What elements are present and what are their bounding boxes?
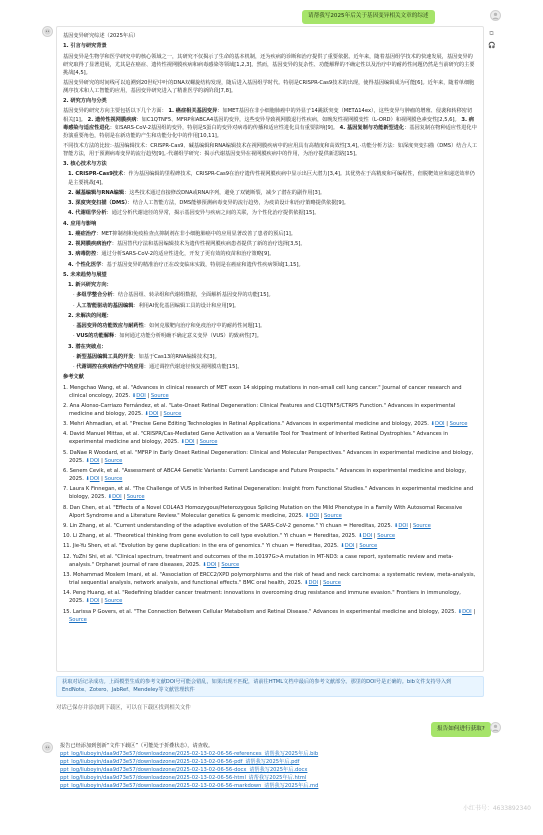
section-heading: 5. 未来趋势与展望 [63,271,107,278]
assistant-avatar-icon [42,742,53,753]
item-text: ：如SARS-CoV-2基因组的变异，特别是S蛋白的变异对病毒的传播和适应性进化具有重要影响[9]。 [109,124,339,131]
item-text: ：如基于Cas13的RNA编辑技术[3]。 [133,353,220,360]
download-file-link[interactable]: ppt_log/liuboyin/daa9d73e57/downloadzone/2025-02-13-02-06-56-references_请帮我写2025年后.bib [60,751,319,758]
source-link[interactable]: Source [221,561,240,568]
source-link[interactable]: Source [104,457,123,464]
source-link[interactable]: Source [69,616,87,623]
item-text: ：通过分析代谢途径的异常，揭示基因变异与疾病之间的关联，为个性化治疗提供依据[15]。 [106,210,320,217]
download-file-item [60,750,484,758]
item-text: ：如C1QTNF5、MFRP和ABCA4基因的变异，这些变异导致视网膜退行性疾病，如晚发性视网膜变性（L-ORD）和视网膜色素变性[2,5,6]。 [136,116,460,123]
download-icon: ⬇ [304,580,309,587]
download-icon: ⬇ [358,533,363,540]
reference-text: 10. Li Zhang, et al. "Theoretical thinking from gene evolution to cell type evolution." Yi chuan = Hereditas, 2025. [63,533,357,540]
item-head: 人工智能驱动的基因编辑 [76,302,134,309]
source-link[interactable]: Source [104,598,123,605]
source-link[interactable]: Source [323,512,342,519]
download-icon: ⬇ [340,543,345,550]
notice-text: 获取对话记录成功。上面模型生成的参考文献DOI号可能会错乱，如果出现不匹配，请前往HTML文档中最后的参考文献部分。那里的DOI号是正确的。bib文件支持导入到EndNote、Zotero、JabRef、Mendeley等文献管理软件 [62,679,452,693]
assistant-message-card [56,26,484,672]
download-file-item [60,774,484,782]
paragraph: 基因变异是生物学和医学研究中的核心领域之一，其研究不仅揭示了生命的基本机制，还为疾病的诊断和治疗提供了重要依据。近年来，随着基因组学技术的快速发展，基因变异的研究取得了显著进展，尤其是在癌症、遗传性视网膜疾病和病毒感染等领域[1,2,3]。然而，基因变异的复杂性、功能解释的不确定性以及治疗中的耐药性问题仍然是当前研究的主要挑战[4,5]。 [63,53,475,76]
item-text: ：这些技术通过直接修改DNA或RNA序列，避免了双链断裂，减少了潜在的副作用[3]。 [124,189,326,196]
download-file-link[interactable]: ppt_log/liuboyin/daa9d73e57/downloadzone/2025-02-13-02-06-56-html_请帮我写2025年后.html [60,775,307,782]
source-link[interactable]: Source [163,410,182,417]
doi-link[interactable]: DOI [148,410,159,417]
download-icon: ⬇ [131,392,137,399]
assistant-final-message [60,742,484,832]
reference-text: 1. Mengchao Wang, et al. "Advances in clinical research of MET exon 14 skipping mutations in non-small cell lung cancer." Journal of cancer research and clinical oncology, 2025. [63,384,462,399]
reference-text: 13. Mohammad Moslem Imani, et al. "Association of ERCC2/XPD polymorphisms and the risk of head and neck carcinoma: a systematic review, meta-analysis, trial sequential analysis, network analysis, and functional effects." BMC oral health, 2025. [63,572,476,587]
source-link[interactable]: Source [199,439,218,446]
item-text: ：基因复制在物种适应性进化中扮演重要角色，特别是在新功能的产生和功能分化中的作用[10,11]。 [63,124,477,139]
item-text: ：如MET基因在非小细胞肺癌中的外显子14跳跃突变（METΔ14ex），这些变异与肿瘤的增殖、侵袭和转移密切相关[1]。 [63,108,473,123]
item-head: VUS的功能解释 [76,333,115,340]
section-heading: 1. 引言与研究背景 [63,43,107,50]
download-icon: ⬇ [85,476,90,483]
doi-link[interactable]: DOI [184,439,195,446]
download-icon: ⬇ [180,439,185,446]
item-text: ：基因替代疗法和基因编辑技术为遗传性视网膜疾病患者提供了新的治疗选择[3,5]。 [111,241,306,247]
item-text: ：利用AI优化基因编辑工具的设计和应用[9]。 [133,302,240,309]
list-item [63,250,477,258]
reference-text: 3. Mehri Ahmadian, et al. "Precise Gene Editing Technologies in Retinal Applications." Advances in experimental medicine and biology, 2025. [63,421,429,428]
reference-item: 9. Lin Zhang, et al. "Current understanding of the adaptive evolution of the SARS-CoV-2 genome." Yi chuan = Hereditas, 2025. ⬇DOI | Source [63,522,431,529]
doi-link[interactable]: DOI [462,608,472,615]
user-avatar-icon [490,10,501,21]
reference-item: 14. Peng Huang, et al. "Redefining bladder cancer treatment: innovations in overcoming drug resistance and immune evasion." Frontiers in immunology, 2025. ⬇DOI | Source [63,590,461,605]
watermark-text: 小红书号：4633892340 [462,804,531,812]
doi-link[interactable]: DOI [398,522,408,529]
source-link[interactable]: Source [377,533,396,540]
list-item: · 多组学整合分析：结合基因组、转录组和代谢组数据，全面解析基因变异的功能[15]。 [73,292,274,299]
doi-link[interactable]: DOI [309,512,319,519]
item-text: ：结合基因组、转录组和代谢组数据，全面解析基因变异的功能[15]。 [112,292,274,299]
doi-link[interactable]: DOI [89,476,100,483]
reference-item: 2. Ana Alonso-Carriazo Fernández, et al. "Late-Onset Retinal Degeneration: Clinical Features and C1QTNF5/CTRP5 Function." Advances in experimental medicine and biology, 2025. ⬇DOI | Source [63,402,456,417]
reference-text: 9. Lin Zhang, et al. "Current understanding of the adaptive evolution of the SARS-CoV-2 genome." Yi chuan = Hereditas, 2025. [63,522,393,529]
user-message-text: 报告如何进行获取? [437,726,485,732]
reference-item: 10. Li Zhang, et al. "Theoretical thinking from gene evolution to cell type evolution." Yi chuan = Hereditas, 2025. ⬇DOI | Source [63,533,396,540]
reference-item: 8. Dan Chen, et al. "Effects of a Novel COL4A3 Homozygous/Heterozygous Splicing Mutation on the Mild Phenotype in a Family With Autosomal Recessive Alport Syndrome and a Literature Review." Molecular genetics & genomic medicine, 2025. ⬇DOI | Source [63,504,463,519]
reference-item: 11. Jie-Yu Shen, et al. "Evolution by gene duplication: in the era of genomics." Yi chuan = Hereditas, 2025. ⬇DOI | Source [63,543,378,550]
sub-heading: 1. 新兴研究方向： [68,282,112,288]
reference-text: 11. Jie-Yu Shen, et al. "Evolution by gene duplication: in the era of genomics." Yi chuan = Hereditas, 2025. [63,543,339,550]
download-icon: ⬇ [107,494,113,501]
item-head: 新型基因编辑工具的开发 [76,353,134,360]
doi-link[interactable]: DOI [206,561,217,568]
sub-heading: 2. 未解决的问题： [68,312,112,319]
reference-item: 6. Senem Cevik, et al. "Assessment of ABCA4 Genetic Variants: Current Landscape and Future Prospects." Advances in experimental medicine and biology, 2025. ⬇DOI | Source [63,468,467,483]
download-file-item [60,782,484,790]
download-icon: ⬇ [202,561,207,568]
download-file-link[interactable]: ppt_log/liuboyin/daa9d73e57/downloadzone/2025-02-13-02-06-56-markdown_请帮我写2025年后.md [60,783,319,790]
item-head: 2. 碱基编辑与RNA编辑 [68,189,125,196]
saved-status-text: 对话已保存并添加到下载区，可以在下载区找到相关文件 [56,705,191,711]
item-head: 代谢调控在疾病治疗中的应用 [76,364,144,370]
reference-item: 4. David Manuel Mittas, et al. "CRISPR/Cas-Mediated Gene Activation as a Versatile Tool for Treatment of Inherited Retinal Dystrophies." Advances in experimental medicine and biology, 2025. ⬇DOI | Source [63,431,448,446]
references-list [63,384,477,624]
reference-text: 4. David Manuel Mittas, et al. "CRISPR/Cas-Mediated Gene Activation as a Versatile Tool for Treatment of Inherited Retinal Dystrophies." Advances in experimental medicine and biology, 2025. [63,431,448,446]
notice-banner [56,676,484,697]
item-head: 3. 病毒防控 [68,251,97,258]
doi-link[interactable]: DOI [434,421,445,428]
reference-text: 6. Senem Cevik, et al. "Assessment of ABCA4 Genetic Variants: Current Landscape and Future Prospects." Advances in experimental medicine and biology, 2025. [63,468,467,483]
download-icon: ⬇ [393,522,399,529]
item-head: 4. 个性化医学 [68,261,102,268]
item-text: ：如何通过功能分析明确不确定意义变异（VUS）的致病性[7]。 [114,333,262,340]
source-link[interactable]: Source [104,476,123,483]
reference-text: 12. YuZhi Shi, et al. "Clinical spectrum, treatment and outcomes of the m.10197G>A mutation in MT-ND3: a case report, systematic review and meta-analysis." Orphanet journal of rare diseases, 2025. [63,553,454,568]
list-item [63,240,477,248]
item-text: ：基于基因变异的精准治疗正在改变临床实践，特别是在癌症和遗传性疾病领域[1,15]。 [101,261,304,268]
doi-link[interactable]: DOI [112,494,122,501]
source-link[interactable]: Source [359,543,378,550]
reference-item: 15. Larissa P Govers, et al. "The Connection Between Cellular Metabolism and Retinal Disease." Advances in experimental medicine and biology, 2025. ⬇DOI | Source [63,608,476,623]
doi-link[interactable]: DOI [344,543,355,550]
item-text: ：如何克服靶向治疗和免疫治疗中的耐药性问题[1]。 [143,323,266,329]
list-item: · 代谢调控在疾病治疗中的应用：通过调控代谢途径恢复视网膜功能[15]。 [73,364,243,370]
user-avatar-icon [490,722,501,733]
item-head: 2. 视网膜疾病治疗 [68,241,112,247]
reference-item: 12. YuZhi Shi, et al. "Clinical spectrum, treatment and outcomes of the m.10197G>A mutation in MT-ND3: a case report, systematic review and meta-analysis." Orphanet journal of rare diseases, 2025. ⬇DOI | Source [63,553,454,568]
item-text: ：作为基因编辑的里程碑技术，CRISPR-Cas9在治疗遗传性视网膜疾病中显示出巨大潜力[3,4]。其优势在于高精度和可编程性，但脱靶效应和递送效率仍是主要挑战[4]。 [68,171,475,186]
list-item [63,261,477,269]
item-head: 1. CRISPR-Cas9技术 [68,171,124,178]
item-text: ：通过分析SARS-CoV-2的适应性进化，开发了更有效的疫苗和治疗策略[9]。 [96,251,275,258]
section-heading: 3. 核心技术与方法 [63,161,107,168]
item-head: 2. 遗传性视网膜疾病 [87,116,137,123]
item-head: 3. 病毒感染与适应性进化 [63,116,474,131]
copy-icon[interactable]: ⧉ [489,30,494,37]
item-text: ：MET抑制剂和免疫检查点抑制剂在非小细胞肺癌中的应用显著改善了患者的预后[1]。 [96,230,296,237]
references-heading: 参考文献 [63,374,84,381]
source-link[interactable]: Source [449,421,468,428]
download-icon: ⬇ [85,457,90,464]
reference-item: 5. DaNae R Woodard, et al. "MFRP in Early Onset Retinal Degeneration: Clinical and Molecular Perspectives." Advances in experimental medicine and biology, 2025. ⬇DOI | Source [63,449,474,464]
reference-item: 7. Laura K Finnegan, et al. "The Challenge of VUS in Inherited Retinal Degeneration: Insight from Functional Studies." Advances in experimental medicine and biology, 2025. ⬇DOI | Source [63,486,474,501]
user-message-bubble [431,722,491,737]
reference-text: 14. Peng Huang, et al. "Redefining bladder cancer treatment: innovations in overcoming drug resistance and immune evasion." Frontiers in immunology, 2025. [63,590,461,605]
reference-text: 2. Ana Alonso-Carriazo Fernández, et al. "Late-Onset Retinal Degeneration: Clinical Features and C1QTNF5/CTRP5 Function." Advances in experimental medicine and biology, 2025. [63,402,456,417]
item-text: ：通过调控代谢途径恢复视网膜功能[15]。 [143,364,243,370]
item-head: 1. 癌症相关基因变异 [168,108,218,115]
paragraph-intro: 基因变异的研究方向主要包括以下几个方面： [63,108,167,115]
reference-text: 8. Dan Chen, et al. "Effects of a Novel COL4A3 Homozygous/Heterozygous Splicing Mutation on the Mild Phenotype in a Family With Autosomal Recessive Alport Syndrome and a Literature Review." Molecular genetics & genomic medicine, 2025. [63,504,463,519]
download-file-link[interactable]: ppt_log/liuboyin/daa9d73e57/downloadzone/2025-02-13-02-06-56-pdf_请帮我写2025年后.pdf [60,759,300,766]
source-link[interactable]: Source [150,392,169,399]
download-file-link[interactable]: ppt_log/liuboyin/daa9d73e57/downloadzone/2025-02-13-02-06-56-docx_请帮我写2025年后.docx [60,767,308,774]
user-message-bubble [302,10,435,24]
list-item: · VUS的功能解释：如何通过功能分析明确不确定意义变异（VUS）的致病性[7]。 [73,333,262,340]
doi-link[interactable]: DOI [89,457,100,464]
item-head: 基因变异的功能效应与耐药性 [76,323,144,329]
reference-item: 3. Mehri Ahmadian, et al. "Precise Gene Editing Technologies in Retinal Applications." Advances in experimental medicine and biology, 2025. ⬇DOI | Source [63,421,468,428]
list-item: · 人工智能驱动的基因编辑：利用AI优化基因编辑工具的设计和应用[9]。 [73,302,240,309]
list-item [63,170,477,186]
list-item [63,209,477,217]
list-item [63,189,477,197]
reference-item: 1. Mengchao Wang, et al. "Advances in clinical research of MET exon 14 skipping mutations in non-small cell lung cancer." Journal of cancer research and clinical oncology, 2025. ⬇DOI | Source [63,384,462,399]
final-intro: 报告已经添加到创新“文件下载区”（可能处于折叠状态），请查收。 [60,743,214,749]
download-icon: ⬇ [304,512,310,519]
download-file-list [60,750,484,790]
paragraph: 不同技术方法的比较：·基因编辑技术：CRISPR-Cas9、碱基编辑和RNA编辑技术在视网膜疾病中的应用具有高精度和高效性[3,4]。·功能分析方法：如深度突变扫描（DMS）结合人工智能方法，用于预测病毒变异的流行趋势[9]。·代谢组学研究：揭示代谢基因变异在视网膜疾病中的作用，为治疗提供新思路[15]。 [63,142,478,157]
reference-text: 15. Larissa P Govers, et al. "The Connection Between Cellular Metabolism and Retinal Disease." Advances in experimental medicine and biology, 2025. [63,608,457,615]
list-item [63,230,477,238]
download-icon: ⬇ [430,421,435,428]
user-message-text: 请帮我写2025年后关于基因变异相关文章的综述 [308,13,429,19]
reference-item: 13. Mohammad Moslem Imani, et al. "Association of ERCC2/XPD polymorphisms and the risk of head and neck carcinoma: a systematic review, meta-analysis, trial sequential analysis, network analysis, and functional effects." BMC oral health, 2025. ⬇DOI | Source [63,572,476,587]
item-text: ：结合人工智能方法，DMS能够预测病毒变异的流行趋势，为疫苗设计和治疗策略提供依据[9]。 [127,200,349,206]
list-item [63,199,477,207]
message-actions [488,30,496,54]
reference-text: 5. DaNae R Woodard, et al. "MFRP in Early Onset Retinal Degeneration: Clinical and Molecular Perspectives." Advances in experimental medicine and biology, 2025. [63,449,474,464]
doi-link[interactable]: DOI [308,580,319,587]
download-file-item [60,758,484,766]
download-icon: ⬇ [457,608,463,615]
section-heading: 2. 研究方向与分类 [63,98,107,105]
source-link[interactable]: Source [323,580,341,587]
reference-text: 7. Laura K Finnegan, et al. "The Challenge of VUS in Inherited Retinal Degeneration: Insight from Functional Studies." Advances in experimental medicine and biology, 2025. [63,486,474,501]
headphones-icon[interactable]: 🎧 [488,42,496,49]
paragraph [63,107,477,139]
item-head: 4. 代谢组学分析 [68,210,107,217]
item-head: 1. 癌症治疗 [68,230,97,237]
source-link[interactable]: Source [412,522,431,529]
download-icon: ⬇ [144,410,149,417]
item-head: 3. 深度突变扫描（DMS） [68,200,128,206]
review-title: 基因变异研究综述（2025年后） [63,33,139,39]
doi-link[interactable]: DOI [362,533,373,540]
assistant-avatar-icon [42,26,53,37]
doi-link[interactable]: DOI [89,598,100,605]
doi-link[interactable]: DOI [136,392,146,399]
item-head: 4. 基因复制与功能新型进化 [339,124,405,131]
sub-heading: 3. 潜在突破点： [68,343,107,350]
download-icon: ⬇ [85,598,90,605]
section-heading: 4. 应用与影响 [63,220,97,227]
item-head: 多组学整合分析 [76,292,113,299]
paragraph: 基因变异研究的时间线可以追溯到20世纪中叶的DNA双螺旋结构发现，随后进入基因组学时代。特别是CRISPR-Cas9技术的出现，使得基因编辑成为可能[6]。近年来，随着单细胞测序技术和人工智能的应用，基因变异研究进入了精准医学的新阶段[7,8]。 [63,79,475,94]
source-link[interactable]: Source [126,494,145,501]
list-item: · 新型基因编辑工具的开发：如基于Cas13的RNA编辑技术[3]。 [73,353,220,360]
download-file-item [60,766,484,774]
list-item: · 基因变异的功能效应与耐药性：如何克服靶向治疗和免疫治疗中的耐药性问题[1]。 [73,323,266,329]
